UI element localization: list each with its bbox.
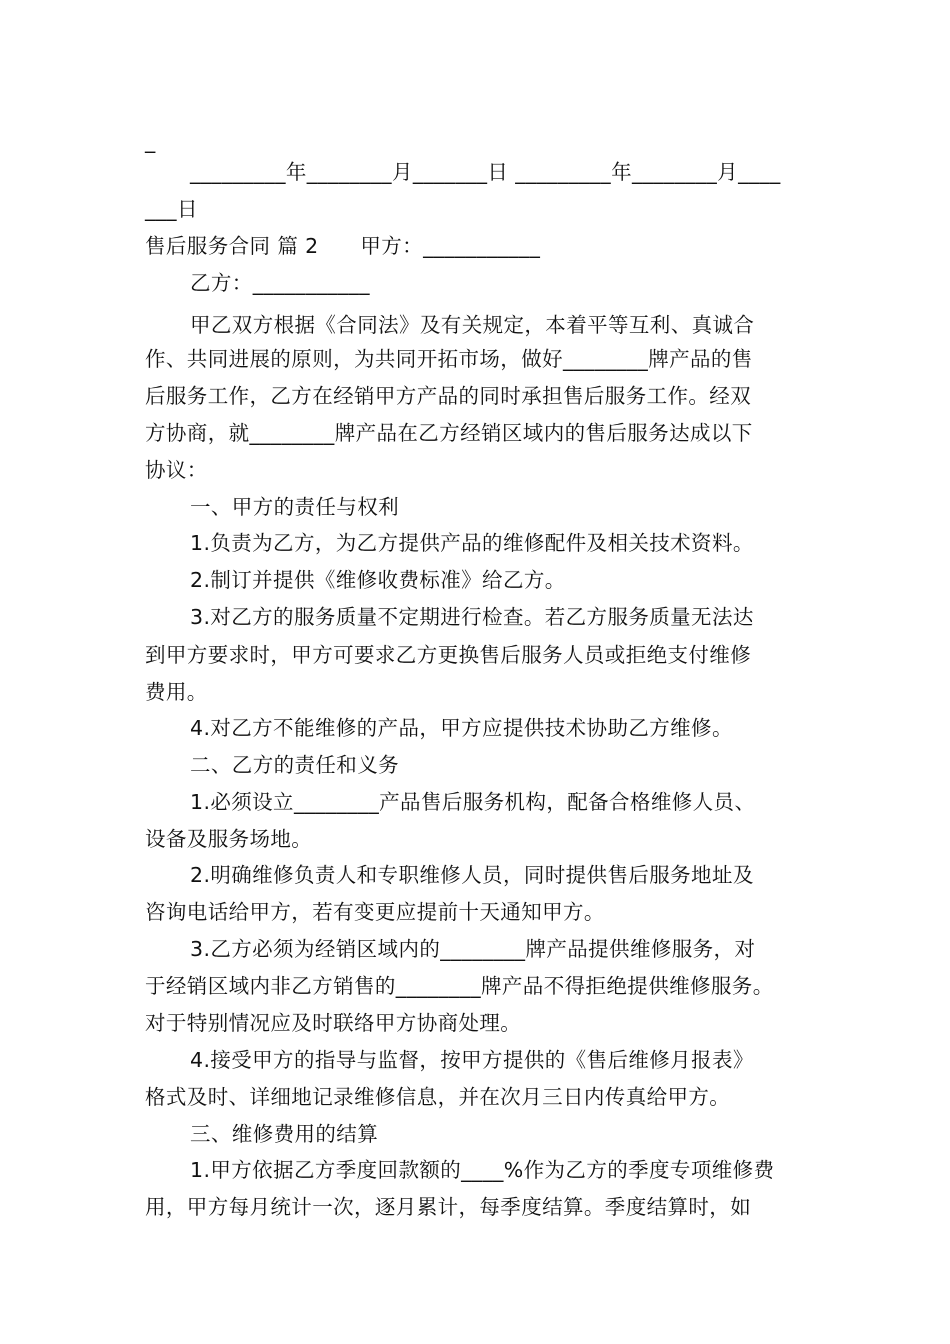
section-1-item-3-line-3: 费用。 bbox=[145, 680, 208, 704]
section-2-item-2-line-2: 咨询电话给甲方，若有变更应提前十天通知甲方。 bbox=[145, 900, 605, 924]
preamble-line-1: 甲乙双方根据《合同法》及有关规定，本着平等互利、真诚合 bbox=[190, 313, 755, 337]
section-1-item-2: 2.制订并提供《维修收费标准》给乙方。 bbox=[190, 568, 566, 592]
section-2-item-3-line-3: 对于特别情况应及时联络甲方协商处理。 bbox=[145, 1011, 522, 1035]
preamble-line-3: 后服务工作，乙方在经销甲方产品的同时承担售后服务工作。经双 bbox=[145, 384, 752, 408]
section-2-item-4-line-1: 4.接受甲方的指导与监督，按甲方提供的《售后维修月报表》 bbox=[190, 1048, 754, 1072]
section-3-item-1-line-2: 用，甲方每月统计一次，逐月累计，每季度结算。季度结算时，如 bbox=[145, 1195, 752, 1219]
section-1-item-3-line-1: 3.对乙方的服务质量不定期进行检查。若乙方服务质量无法达 bbox=[190, 605, 754, 629]
preamble-line-4: 方协商，就________牌产品在乙方经销区域内的售后服务达成以下 bbox=[145, 421, 753, 445]
contract-heading-party-a: 售后服务合同 篇 2 甲方：___________ bbox=[145, 234, 541, 258]
section-2-item-1-line-2: 设备及服务场地。 bbox=[145, 827, 313, 851]
section-3-heading: 三、维修费用的结算 bbox=[190, 1122, 379, 1146]
section-1-item-1: 1.负责为乙方，为乙方提供产品的维修配件及相关技术资料。 bbox=[190, 531, 754, 555]
stray-underscore: _ bbox=[145, 129, 156, 153]
section-2-item-4-line-2: 格式及时、详细地记录维修信息，并在次月三日内传真给甲方。 bbox=[145, 1085, 731, 1109]
party-b-line: 乙方：___________ bbox=[190, 271, 370, 295]
section-1-item-3-line-2: 到甲方要求时，甲方可要求乙方更换售后服务人员或拒绝支付维修 bbox=[145, 643, 752, 667]
preamble-line-5: 协议： bbox=[145, 458, 208, 482]
section-1-item-4: 4.对乙方不能维修的产品，甲方应提供技术协助乙方维修。 bbox=[190, 716, 733, 740]
section-2-item-1-line-1: 1.必须设立________产品售后服务机构，配备合格维修人员、 bbox=[190, 790, 756, 814]
section-2-item-3-line-1: 3.乙方必须为经销区域内的________牌产品提供维修服务，对 bbox=[190, 937, 756, 961]
section-2-item-3-line-2: 于经销区域内非乙方销售的________牌产品不得拒绝提供维修服务。 bbox=[145, 974, 774, 998]
date-blanks-continuation: ___日 bbox=[145, 197, 198, 221]
section-1-heading: 一、甲方的责任与权利 bbox=[190, 495, 399, 519]
section-2-heading: 二、乙方的责任和义务 bbox=[190, 753, 399, 777]
preamble-line-2: 作、共同进展的原则，为共同开拓市场，做好________牌产品的售 bbox=[145, 347, 753, 371]
section-2-item-2-line-1: 2.明确维修负责人和专职维修人员，同时提供售后服务地址及 bbox=[190, 863, 754, 887]
date-blanks-line: _________年________月_______日 _________年________月____ bbox=[190, 160, 781, 184]
section-3-item-1-line-1: 1.甲方依据乙方季度回款额的____%作为乙方的季度专项维修费 bbox=[190, 1158, 775, 1182]
